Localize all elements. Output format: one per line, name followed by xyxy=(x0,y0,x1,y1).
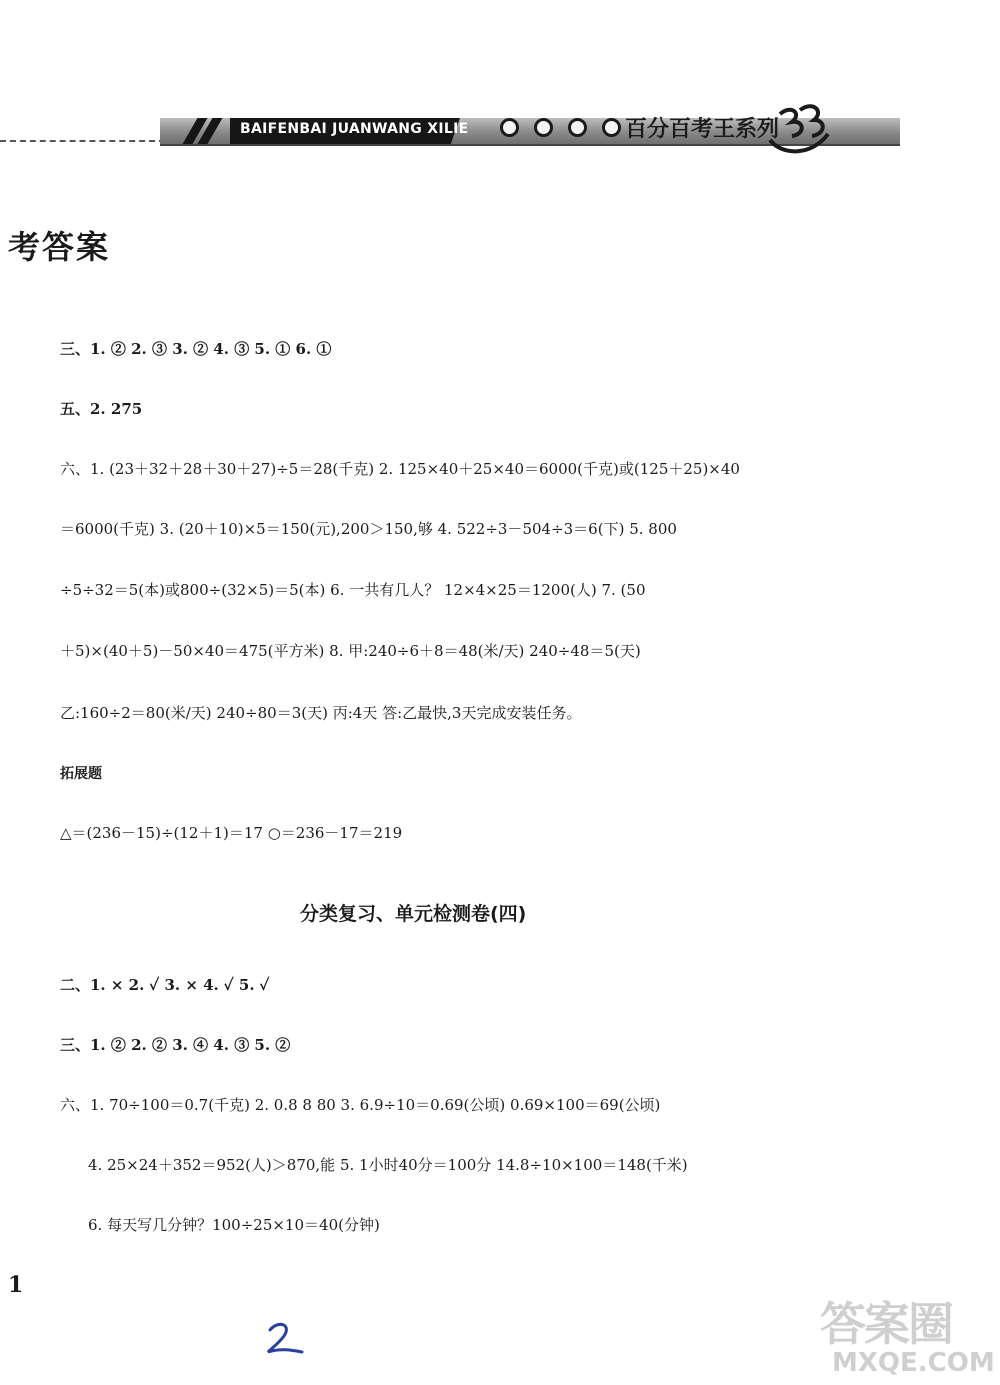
header-dots xyxy=(500,118,621,137)
circle-icon xyxy=(500,118,519,137)
answer-line: 6. 每天写几分钟？100÷25×10＝40(分钟) xyxy=(88,1216,380,1234)
section-heading: 分类复习、单元检测卷(四) xyxy=(300,903,527,925)
series-code: BAIFENBAI JUANWANG XILIE xyxy=(240,121,469,137)
series-name: 百分百考王系列 xyxy=(625,116,780,142)
watermark-logo: 答案圈 xyxy=(820,1297,952,1351)
answer-line: 三、1. ② 2. ② 3. ④ 4. ③ 5. ② xyxy=(60,1036,291,1054)
circle-icon xyxy=(602,118,621,137)
answer-line: 4. 25×24＋352＝952(人)＞870,能 5. 1小时40分＝100分 14.8÷10×100＝148(千米) xyxy=(88,1156,688,1174)
circle-icon xyxy=(568,118,587,137)
answer-line: ＋5)×(40＋5)－50×40＝475(平方米) 8. 甲:240÷6＋8＝48(米/天) 240÷48＝5(天) xyxy=(60,642,641,660)
watermark-url: MXQE.COM xyxy=(832,1348,995,1378)
extension-answer: △＝(236－15)÷(12＋1)＝17 ○＝236－17＝219 xyxy=(60,824,403,842)
answer-line: 二、1. × 2. ✓ 3. × 4. ✓ 5. ✓ xyxy=(60,976,270,994)
header-dashed-line xyxy=(0,140,165,142)
handwritten-mark-icon xyxy=(258,1318,308,1358)
brand-logo-icon xyxy=(762,100,834,156)
answer-line: 六、1. 70÷100＝0.7(千克) 2. 0.8 8 80 3. 6.9÷10＝0.69(公顷) 0.69×100＝69(公顷) xyxy=(60,1096,661,1114)
answer-line: ÷5÷32＝5(本)或800÷(32×5)＝5(本) 6. 一共有几人？ 12×4×25＝1200(人) 7. (50 xyxy=(60,581,646,599)
answer-line: ＝6000(千克) 3. (20＋10)×5＝150(元),200＞150,够 4. 522÷3－504÷3＝6(下) 5. 800 xyxy=(60,520,677,538)
circle-icon xyxy=(534,118,553,137)
page-number: 1 xyxy=(8,1272,24,1298)
answer-line: 五、2. 275 xyxy=(60,400,143,418)
answer-line: 六、1. (23＋32＋28＋30＋27)÷5＝28(千克) 2. 125×40＋25×40＝6000(千克)或(125＋25)×40 xyxy=(60,460,740,478)
extension-label: 拓展题 xyxy=(60,766,102,782)
answer-line: 乙:160÷2＝80(米/天) 240÷80＝3(天) 丙:4天 答:乙最快,3天完成安装任务。 xyxy=(60,704,582,722)
answer-line: 三、1. ② 2. ③ 3. ② 4. ③ 5. ① 6. ① xyxy=(60,340,332,358)
page-title: 考答案 xyxy=(8,228,111,266)
